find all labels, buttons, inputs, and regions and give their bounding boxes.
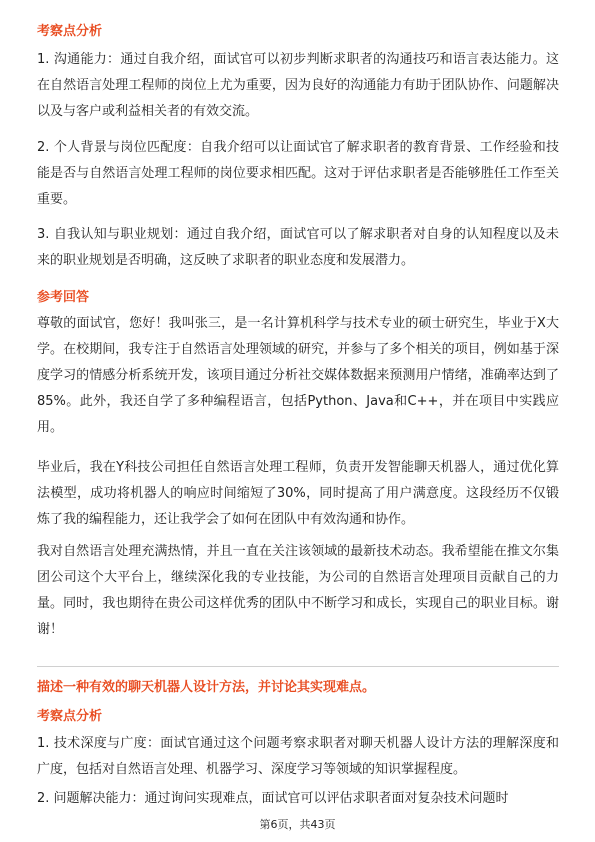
page-number: 第6页，共43页	[259, 818, 336, 831]
analysis-point-2: 2. 个人背景与岗位匹配度：自我介绍可以让面试官了解求职者的教育背景、工作经验和技能是否与自然语言处理工程师的岗位要求相匹配。这对于评估求职者是否能够胜任工作至关重要。	[37, 140, 559, 207]
question-title: 描述一种有效的聊天机器人设计方法，并讨论其实现难点。	[37, 680, 376, 695]
section-heading-analysis: 考察点分析	[37, 24, 103, 39]
analysis-point-3: 3. 自我认知与职业规划：通过自我介绍，面试官可以了解求职者对自身的认知程度以及未来的职业规划是否明确，这反映了求职者的职业态度和发展潜力。	[37, 227, 559, 268]
answer-paragraph-2: 毕业后，我在Y科技公司担任自然语言处理工程师，负责开发智能聊天机器人，通过优化算法模型，成功将机器人的响应时间缩短了30%，同时提高了用户满意度。这段经历不仅锻炼了我的编程能力，还让我学会了如何在团队中有效沟通和协作。	[37, 460, 559, 527]
section-heading-answer: 参考回答	[37, 290, 90, 305]
analysis2-point-2: 2. 问题解决能力：通过询问实现难点，面试官可以评估求职者面对复杂技术问题时	[37, 791, 509, 806]
analysis-point-1: 1. 沟通能力：通过自我介绍，面试官可以初步判断求职者的沟通技巧和语言表达能力。这在自然语言处理工程师的岗位上尤为重要，因为良好的沟通能力有助于团队协作、问题解决以及与客户或利益相关者的有效交流。	[37, 52, 559, 119]
section-heading-analysis-2: 考察点分析	[37, 709, 103, 724]
section-divider	[37, 666, 559, 667]
analysis2-point-1: 1. 技术深度与广度：面试官通过这个问题考察求职者对聊天机器人设计方法的理解深度和广度，包括对自然语言处理、机器学习、深度学习等领域的知识掌握程度。	[37, 736, 559, 777]
answer-paragraph-3: 我对自然语言处理充满热情，并且一直在关注该领域的最新技术动态。我希望能在推文尔集团公司这个大平台上，继续深化我的专业技能，为公司的自然语言处理项目贡献自己的力量。同时，我也期待在贵公司这样优秀的团队中不断学习和成长，实现自己的职业目标。谢谢！	[37, 544, 559, 637]
answer-paragraph-1: 尊敬的面试官，您好！我叫张三，是一名计算机科学与技术专业的硕士研究生，毕业于X大学。在校期间，我专注于自然语言处理领域的研究，并参与了多个相关的项目，例如基于深度学习的情感分析系统开发，该项目通过分析社交媒体数据来预测用户情绪，准确率达到了85%。此外，我还自学了多种编程语言，包括Python、Java和C++，并在项目中实践应用。	[37, 316, 559, 435]
